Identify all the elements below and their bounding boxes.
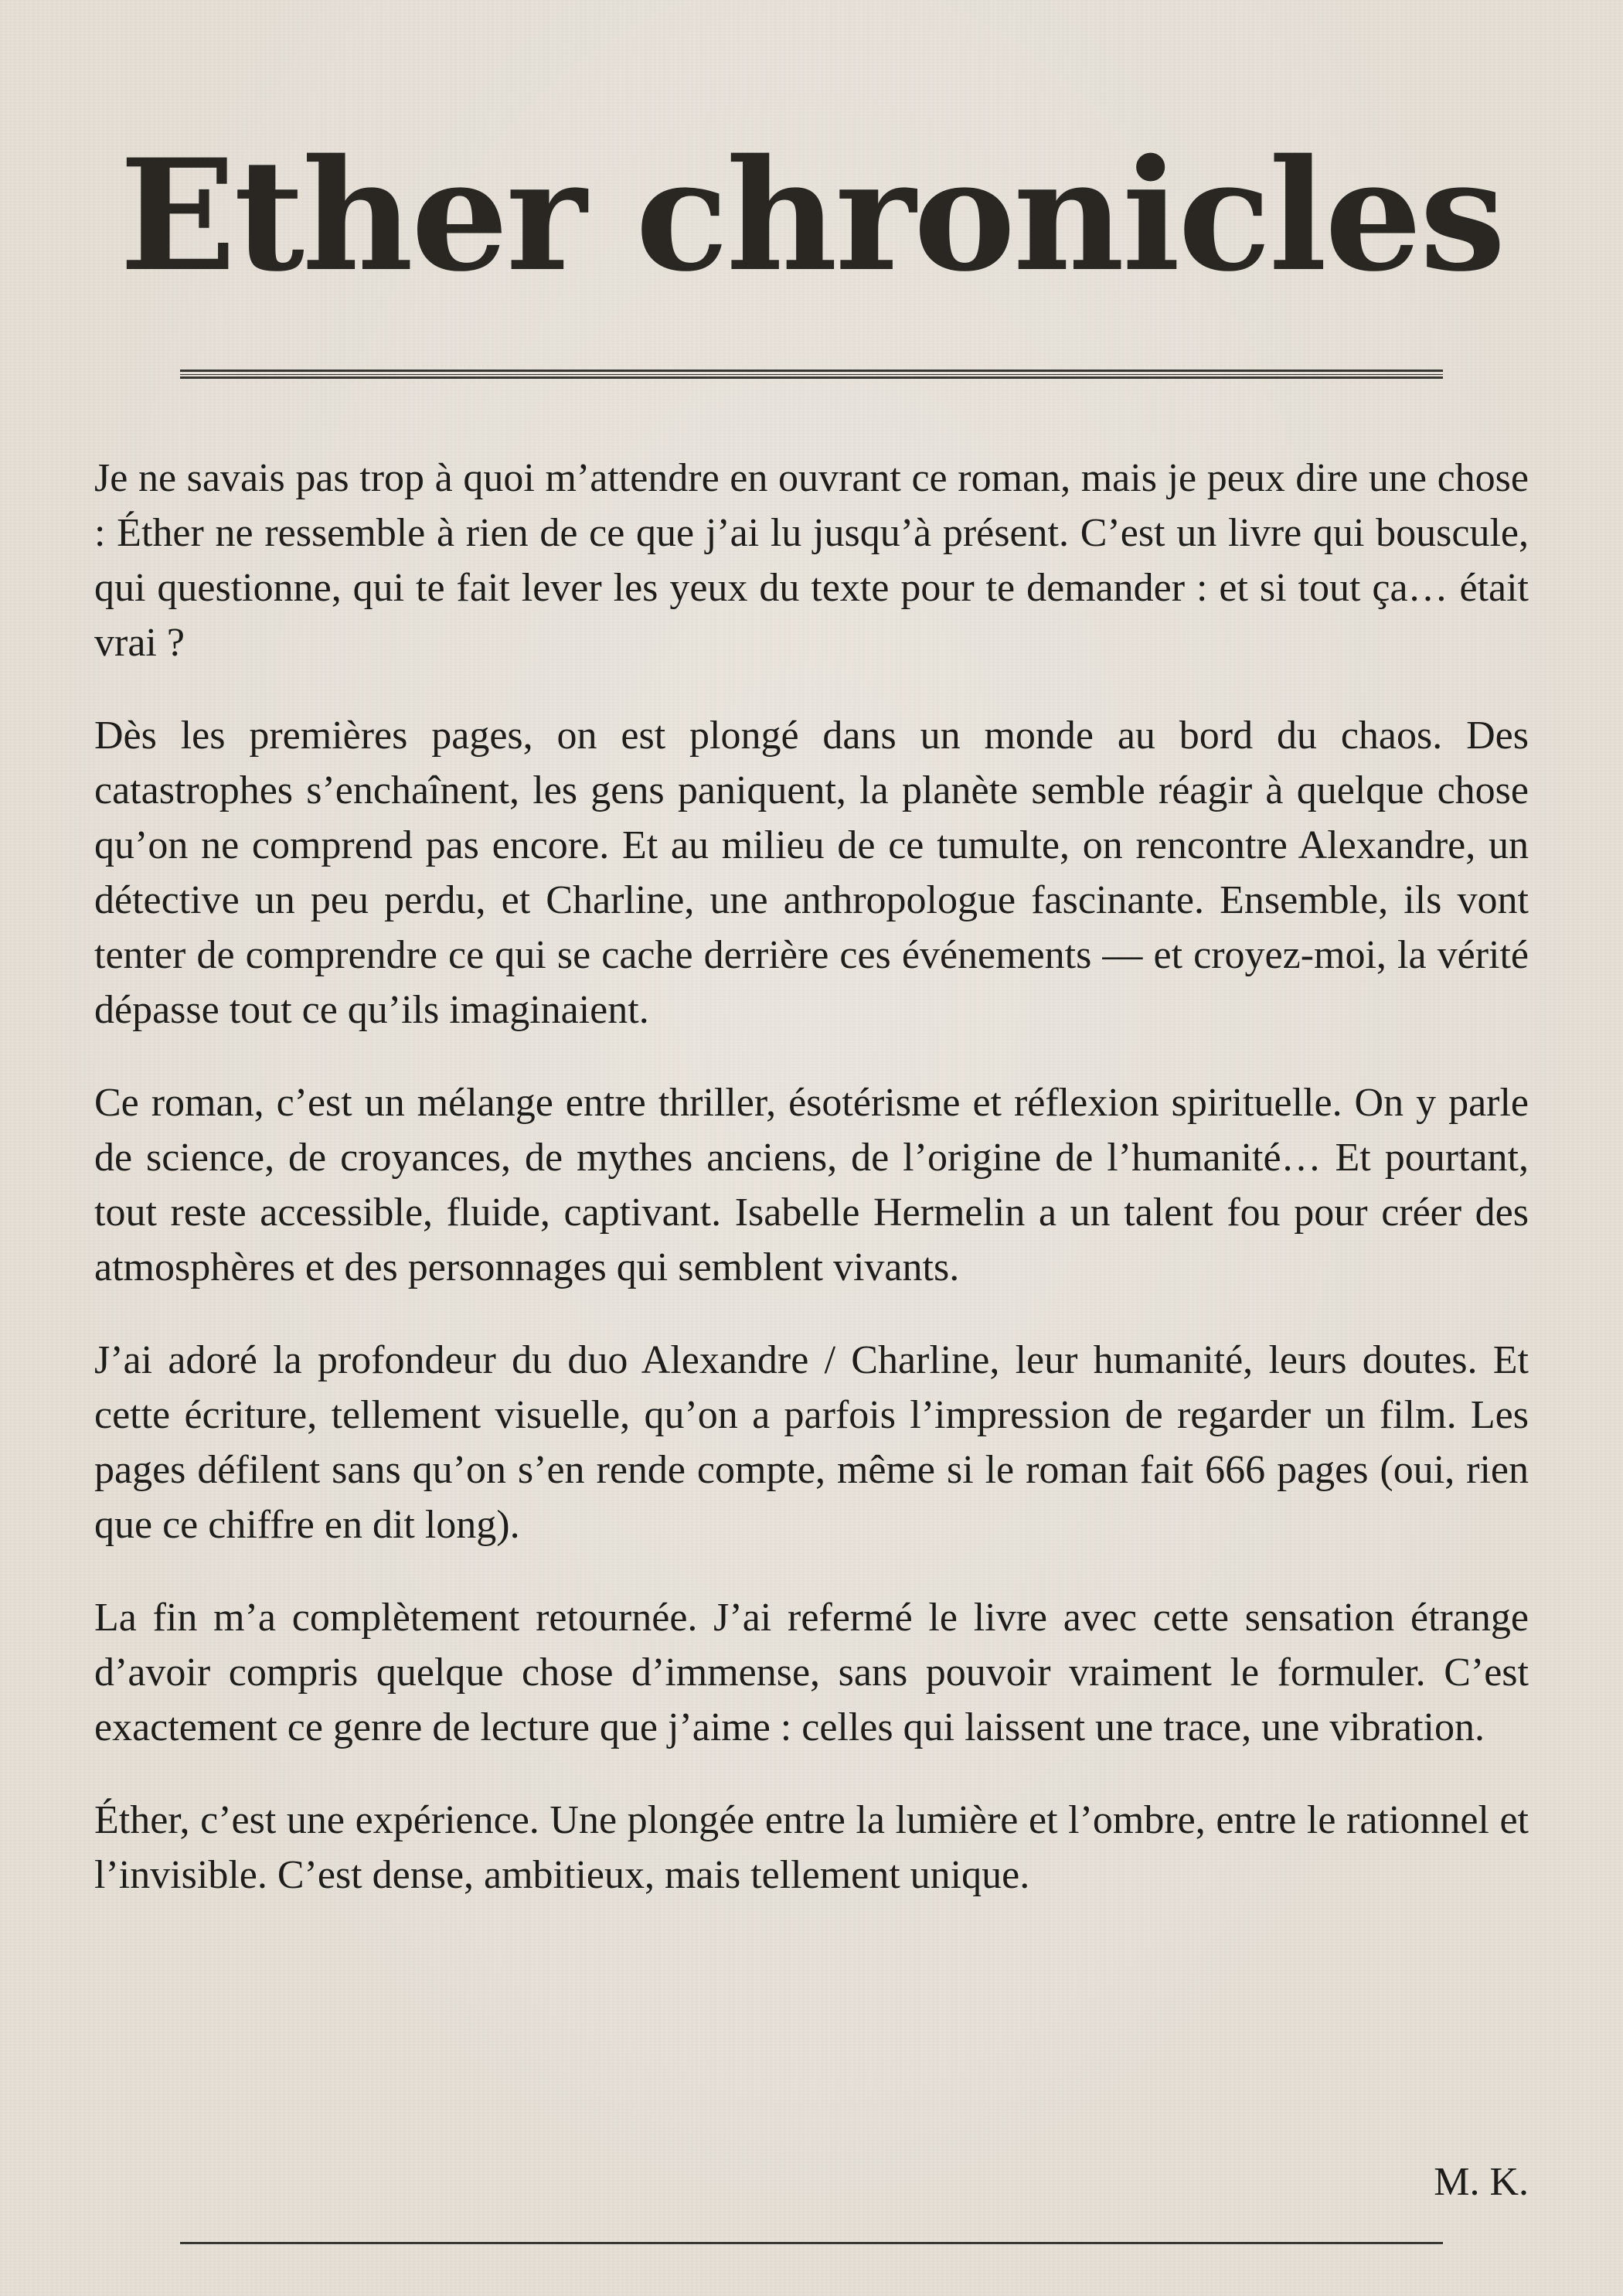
paragraph-6: Éther, c’est une expérience. Une plongée entre la lumière et l’ombre, entre le rationnel et l’invisible. C’est dense, ambitieux, mais tellement unique.: [94, 1798, 1529, 1897]
paragraph-4: J’ai adoré la profondeur du duo Alexandre / Charline, leur humanité, leurs doutes. Et cette écriture, tellement visuelle, qu’on a parfois l’impression de regarder un film. Les pages défilent sans qu’on s’en rende compte, même si le roman fait 666 pages (oui, rien que ce chiffre en dit long).: [94, 1338, 1529, 1547]
review-body: [94, 451, 1529, 1940]
title-double-rule: [180, 370, 1443, 379]
paragraph-3: Ce roman, c’est un mélange entre thriller, ésotérisme et réflexion spirituelle. On y parle de science, de croyances, de mythes anciens, de l’origine de l’humanité… Et pourtant, tout reste accessible, fluide, captivant. Isabelle Hermelin a un talent fou pour créer des atmosphères et des personnages qui semblent vivants.: [94, 1081, 1529, 1289]
bottom-rule: [180, 2242, 1443, 2244]
page-title: Ether chronicles: [119, 125, 1504, 305]
paragraph-2: Dès les premières pages, on est plongé dans un monde au bord du chaos. Des catastrophes s’enchaînent, les gens paniquent, la planète semble réagir à quelque chose qu’on ne comprend pas encore. Et au milieu de ce tumulte, on rencontre Alexandre, un détective un peu perdu, et Charline, une anthropologue fascinante. Ensemble, ils vont tenter de comprendre ce qui se cache derrière ces événements — et croyez-moi, la vérité dépasse tout ce qu’ils imaginaient.: [94, 714, 1529, 1032]
author-signature: M. K.: [1434, 2160, 1529, 2204]
paragraph-5: La fin m’a complètement retournée. J’ai refermé le livre avec cette sensation étrange d’avoir compris quelque chose d’immense, sans pouvoir vraiment le formuler. C’est exactement ce genre de lecture que j’aime : celles qui laissent une trace, une vibration.: [94, 1596, 1529, 1749]
paragraph-1: Je ne savais pas trop à quoi m’attendre en ouvrant ce roman, mais je peux dire une chose : Éther ne ressemble à rien de ce que j’ai lu jusqu’à présent. C’est un livre qui bouscule, qui questionne, qui te fait lever les yeux du texte pour te demander : et si tout ça… était vrai ?: [94, 456, 1529, 665]
